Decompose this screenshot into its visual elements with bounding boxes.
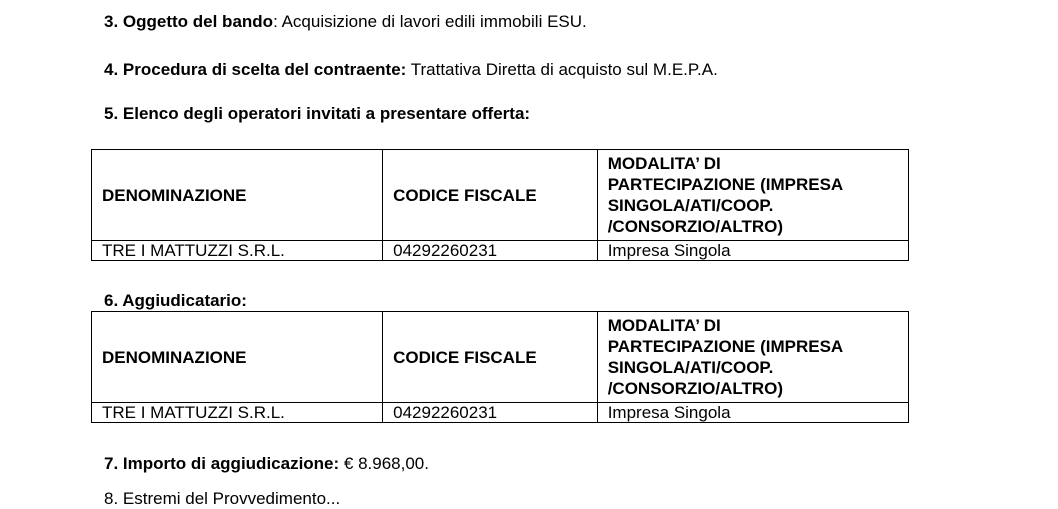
- section-6-label: 6. Aggiudicatario:: [104, 291, 247, 310]
- section-3-value: Acquisizione di lavori edili immobili ESU.: [281, 12, 587, 31]
- table-header-row: [92, 312, 909, 403]
- cell-codice-fiscale: 04292260231: [383, 241, 598, 261]
- header-modalita-line: SINGOLA/ATI/COOP.: [607, 358, 774, 377]
- section-4: [104, 60, 718, 80]
- cell-denominazione: TRE I MATTUZZI S.R.L.: [92, 403, 383, 423]
- header-denominazione: DENOMINAZIONE: [92, 150, 383, 241]
- header-modalita-line: PARTECIPAZIONE (IMPRESA: [607, 175, 844, 194]
- section-4-value: Trattativa Diretta di acquisto sul M.E.P.A.: [406, 60, 718, 79]
- cell-denominazione: TRE I MATTUZZI S.R.L.: [92, 241, 383, 261]
- table-header-row: [92, 150, 909, 241]
- winner-table: [91, 311, 909, 423]
- header-codice-fiscale: CODICE FISCALE: [383, 312, 598, 403]
- header-modalita-line: SINGOLA/ATI/COOP.: [607, 196, 774, 215]
- section-3-label: 3. Oggetto del bando: [104, 12, 274, 31]
- table-row: [92, 241, 909, 261]
- section-3-sep: :: [273, 12, 282, 31]
- header-modalita-line: /CONSORZIO/ALTRO): [607, 379, 784, 398]
- section-4-label: 4. Procedura di scelta del contraente:: [104, 60, 407, 79]
- header-modalita: [597, 312, 908, 403]
- cell-modalita: Impresa Singola: [597, 241, 908, 261]
- section-3: [104, 12, 587, 32]
- header-codice-fiscale: CODICE FISCALE: [383, 150, 598, 241]
- section-5: [104, 104, 530, 124]
- header-modalita: [597, 150, 908, 241]
- header-modalita-line: /CONSORZIO/ALTRO): [607, 217, 784, 236]
- header-modalita-line: MODALITA’ DI: [607, 316, 721, 335]
- cell-modalita: Impresa Singola: [597, 403, 908, 423]
- header-modalita-line: MODALITA’ DI: [607, 154, 721, 173]
- section-5-label: 5. Elenco degli operatori invitati a presentare offerta:: [104, 104, 531, 123]
- header-modalita-line: PARTECIPAZIONE (IMPRESA: [607, 337, 844, 356]
- header-denominazione: DENOMINAZIONE: [92, 312, 383, 403]
- section-6: [104, 291, 247, 311]
- section-7: [104, 454, 429, 474]
- section-7-label: 7. Importo di aggiudicazione:: [104, 454, 340, 473]
- section-7-value: € 8.968,00.: [339, 454, 429, 473]
- invited-operators-table: [91, 149, 909, 261]
- section-8-partial: 8. Estremi del Provvedimento...: [104, 489, 341, 508]
- cell-codice-fiscale: 04292260231: [383, 403, 598, 423]
- table-row: [92, 403, 909, 423]
